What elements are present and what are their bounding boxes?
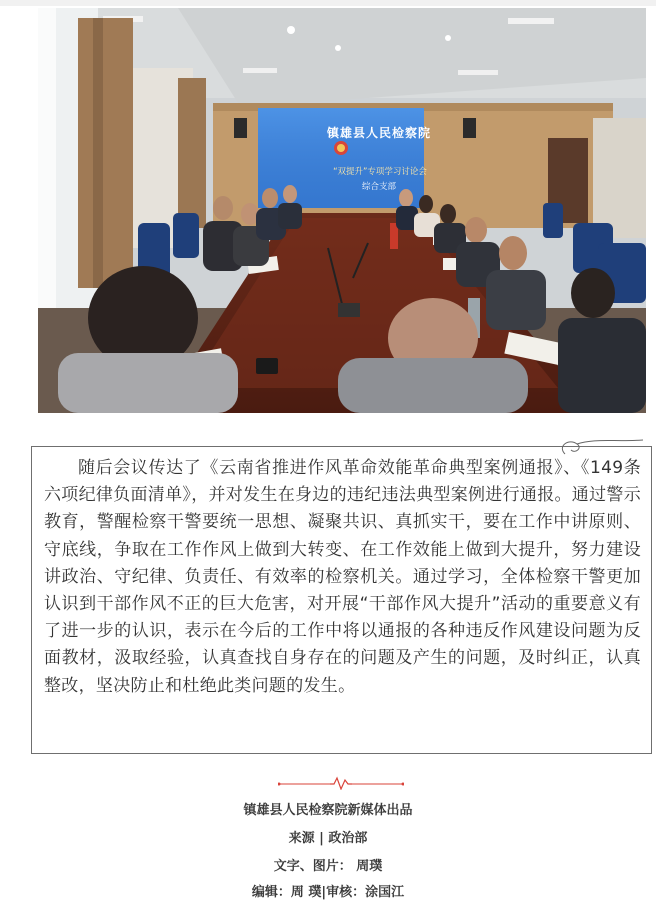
screen-subtitle-2: 综合支部	[361, 182, 396, 192]
heartbeat-line-icon	[278, 776, 404, 790]
top-strip	[0, 0, 656, 6]
article-paragraph: 随后会议传达了《云南省推进作风革命效能革命典型案例通报》、《149条六项纪律负面清单》，并对发生在身边的违纪违法典型案例进行通报。通过警示教育，警醒检察干警要统一思想、凝聚共识、真抓实干，要在工作中讲原则、守底线，争取在工作作风上做到大转变、在工作效能上做到大提升，努力建设讲政治、守纪律、负责任、有效率的检察机关。通过学习，全体检察干警更加认识到干部作风不正的巨大危害，对开展“干部作风大提升”活动的重要意义有了进一步的认识，表示在今后的工作中将以通报的各种违反作风建设问题为反面教材，汲取经验，认真查找自身存在的问题及产生的问题，及时纠正，认真整改，坚决防止和杜绝此类问题的发生。	[44, 458, 641, 696]
footer-source: 来源 | 政治部	[288, 831, 368, 846]
screen-subtitle: “双提升”专项学习讨论会	[333, 167, 427, 177]
screen-title: 镇雄县人民检察院	[326, 126, 431, 140]
footer-credits: 文字、图片： 周璞	[273, 859, 383, 874]
footer-editors: 编辑：周 璞|审核：涂国江	[251, 885, 405, 900]
meeting-photo	[38, 8, 646, 413]
article-textbox	[31, 446, 652, 754]
swirl-line-icon	[555, 432, 645, 462]
footer-publisher: 镇雄县人民检察院新媒体出品	[243, 803, 413, 818]
